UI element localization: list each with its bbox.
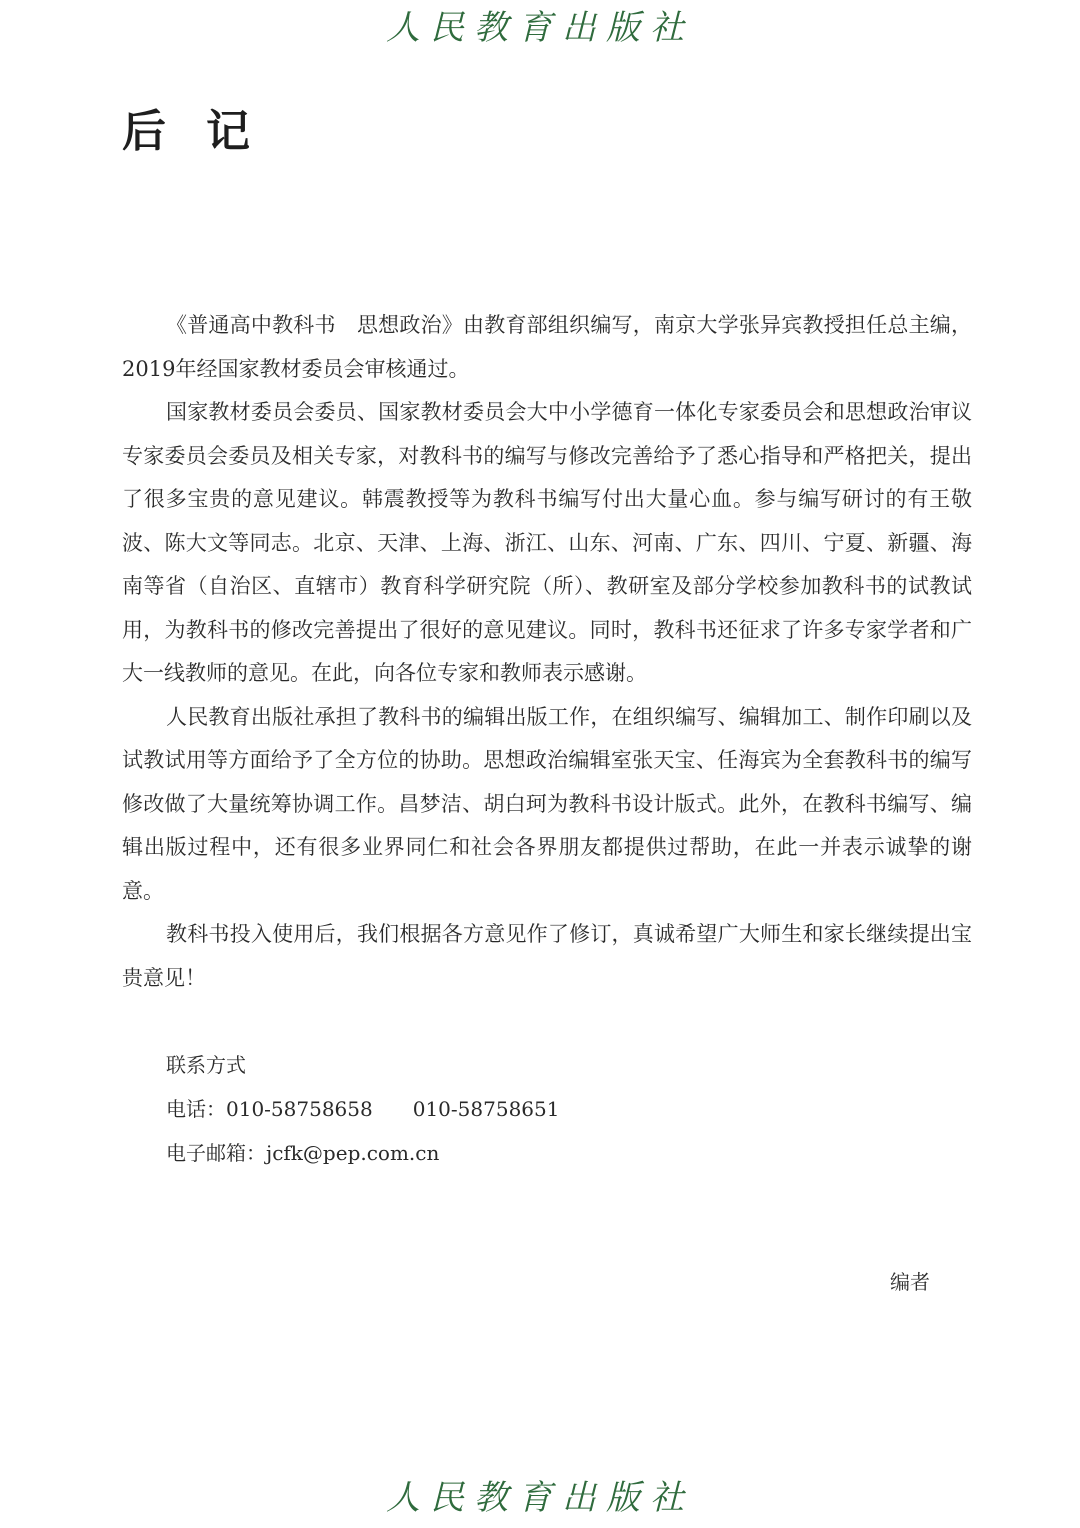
email-address[interactable]: jcfk@pep.com.cn: [266, 1141, 440, 1165]
phone-number-1: 010-58758658: [226, 1097, 373, 1121]
signature: 编者: [890, 1270, 930, 1294]
email-label: 电子邮箱：: [166, 1141, 266, 1165]
publisher-logo-top: 人民教育出版社: [386, 8, 694, 48]
afterword-body: [122, 304, 972, 1000]
phone-label: 电话：: [166, 1097, 226, 1121]
paragraph-3: 人民教育出版社承担了教科书的编辑出版工作，在组织编写、编辑加工、制作印刷以及试教试用等方面给予了全方位的协助。思想政治编辑室张天宝、任海宾为全套教科书的编写修改做了大量统筹协调工作。昌梦洁、胡白珂为教科书设计版式。此外，在教科书编写、编辑出版过程中，还有很多业界同仁和社会各界朋友都提供过帮助，在此一并表示诚挚的谢意。: [122, 704, 972, 903]
phone-number-2: 010-58758651: [412, 1097, 560, 1121]
paragraph-1: 《普通高中教科书 思想政治》由教育部组织编写，南京大学张异宾教授担任总主编，2019年经国家教材委员会审核通过。: [122, 313, 972, 381]
publisher-logo-bottom: 人民教育出版社: [386, 1478, 694, 1518]
contact-info: [166, 1043, 866, 1175]
paragraph-2: 国家教材委员会委员、国家教材委员会大中小学德育一体化专家委员会和思想政治审议专家委员会委员及相关专家，对教科书的编写与修改完善给予了悉心指导和严格把关，提出了很多宝贵的意见建议。韩震教授等为教科书编写付出大量心血。参与编写研讨的有王敬波、陈大文等同志。北京、天津、上海、浙江、山东、河南、广东、四川、宁夏、新疆、海南等省（自治区、直辖市）教育科学研究院（所）、教研室及部分学校参加教科书的试教试用，为教科书的修改完善提出了很好的意见建议。同时，教科书还征求了许多专家学者和广大一线教师的意见。在此，向各位专家和教师表示感谢。: [122, 400, 972, 685]
contact-phone: [166, 1087, 866, 1131]
paragraph-4: 教科书投入使用后，我们根据各方意见作了修订，真诚希望广大师生和家长继续提出宝贵意见！: [122, 922, 972, 990]
contact-heading: 联系方式: [166, 1053, 246, 1077]
contact-email: [166, 1131, 866, 1175]
page-title: 后记: [122, 106, 290, 157]
